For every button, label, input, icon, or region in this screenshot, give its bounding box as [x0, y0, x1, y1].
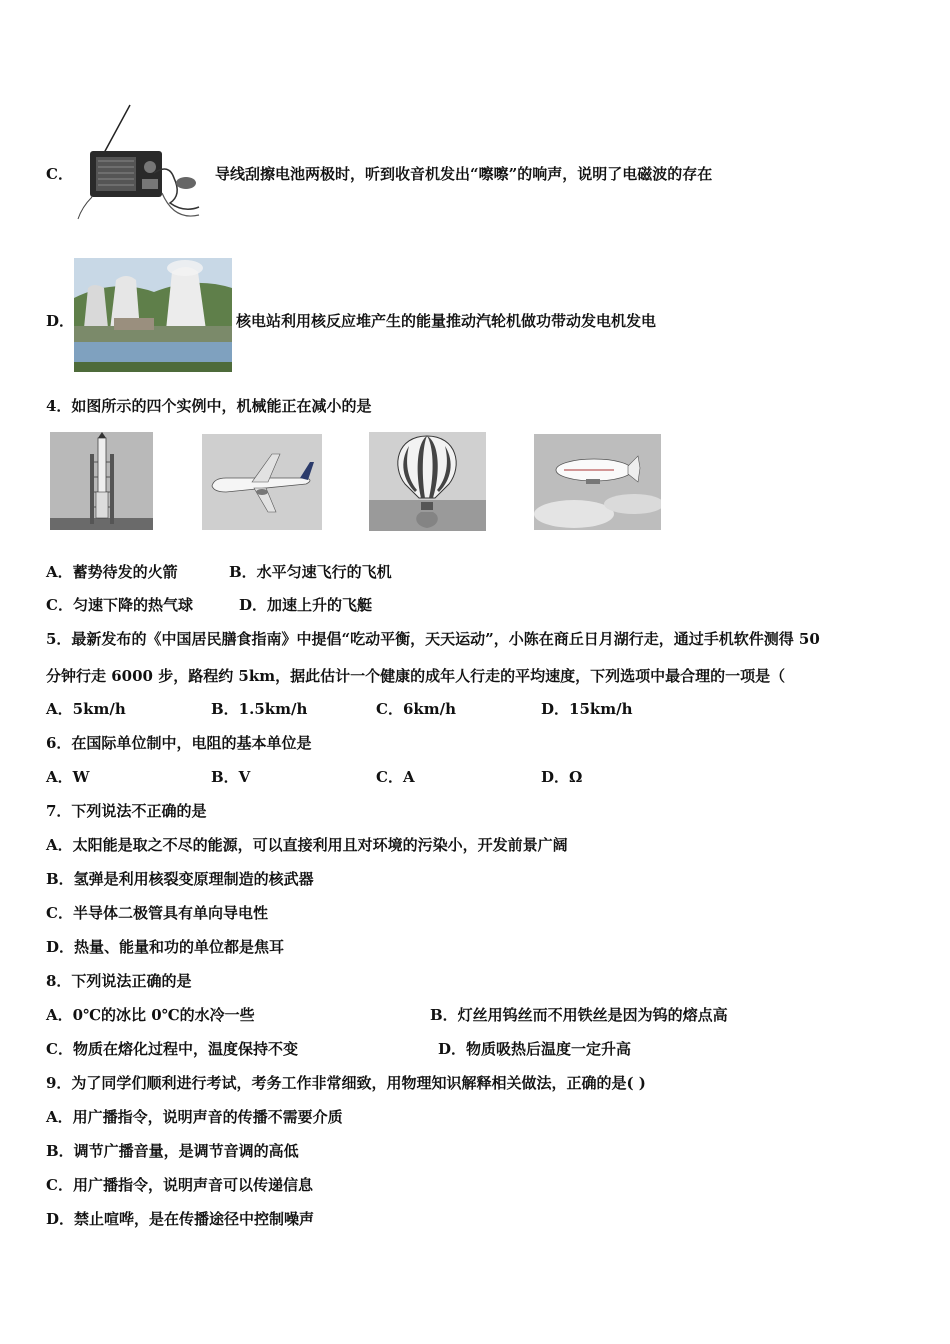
q9-option-b: B．调节广播音量，是调节音调的高低: [46, 1142, 299, 1160]
nuclear-plant-photo: [74, 258, 232, 372]
q7-option-b: B．氢弹是利用核裂变原理制造的核武器: [46, 870, 314, 888]
hot-air-balloon-photo: [369, 432, 486, 531]
q9-option-a: A．用广播指令，说明声音的传播不需要介质: [46, 1108, 343, 1126]
cooling-tower-icon: [74, 258, 232, 372]
radio-icon: [74, 103, 212, 223]
q9-option-c: C．用广播指令，说明声音可以传递信息: [46, 1176, 313, 1194]
q6-option-a: A．W: [46, 768, 90, 786]
q9-stem: 9．为了同学们顺利进行考试，考务工作非常细致，用物理知识解释相关做法，正确的是( ): [46, 1074, 646, 1092]
q4-stem: 4．如图所示的四个实例中，机械能正在减小的是: [46, 397, 372, 415]
rocket-photo: [50, 432, 153, 530]
airship-photo: [534, 434, 661, 530]
q4-option-a: A．蓄势待发的火箭: [46, 563, 178, 581]
q6-stem: 6．在国际单位制中，电阻的基本单位是: [46, 734, 312, 752]
q8-option-a: A．0℃的冰比 0℃的水冷一些: [46, 1006, 255, 1024]
q4-option-d: D．加速上升的飞艇: [239, 596, 373, 614]
q6-option-c: C．A: [376, 768, 415, 786]
airplane-icon: [202, 434, 322, 530]
rocket-icon: [50, 432, 153, 530]
hot-air-balloon-icon: [369, 432, 486, 531]
q3-option-d-label: D．: [46, 312, 75, 330]
q8-option-d: D．物质吸热后温度一定升高: [438, 1040, 632, 1058]
q3-option-c-label: C．: [46, 165, 73, 183]
airship-icon: [534, 434, 661, 530]
q8-option-c: C．物质在熔化过程中，温度保持不变: [46, 1040, 298, 1058]
q3-option-d-text: 核电站利用核反应堆产生的能量推动汽轮机做功带动发电机发电: [236, 312, 657, 330]
q5-option-d: D．15km/h: [541, 700, 633, 718]
q6-option-d: D．Ω: [541, 768, 583, 786]
q7-stem: 7．下列说法不正确的是: [46, 802, 207, 820]
radio-battery-illustration: [74, 103, 212, 223]
q5-option-c: C．6km/h: [376, 700, 457, 718]
q9-option-d: D．禁止喧哗，是在传播途径中控制噪声: [46, 1210, 315, 1228]
q7-option-a: A．太阳能是取之不尽的能源，可以直接利用且对环境的污染小，开发前景广阔: [46, 836, 568, 854]
q5-stem-line-2: 分钟行走 6000 步，路程约 5km，据此估计一个健康的成年人行走的平均速度，下列选项中最合理的一项是（: [46, 667, 786, 685]
q8-option-b: B．灯丝用钨丝而不用铁丝是因为钨的熔点高: [430, 1006, 728, 1024]
q6-option-b: B．V: [211, 768, 251, 786]
q4-option-b: B．水平匀速飞行的飞机: [229, 563, 392, 581]
q8-stem: 8．下列说法正确的是: [46, 972, 192, 990]
q4-option-c: C．匀速下降的热气球: [46, 596, 193, 614]
q7-option-c: C．半导体二极管具有单向导电性: [46, 904, 268, 922]
q5-option-b: B．1.5km/h: [211, 700, 308, 718]
q3-option-c-text: 导线刮擦电池两极时，听到收音机发出“嚓嚓”的响声，说明了电磁波的存在: [215, 165, 713, 183]
q5-option-a: A．5km/h: [46, 700, 126, 718]
q7-option-d: D．热量、能量和功的单位都是焦耳: [46, 938, 285, 956]
airplane-photo: [202, 434, 322, 530]
q5-stem-line-1: 5．最新发布的《中国居民膳食指南》中提倡“吃动平衡，天天运动”，小陈在商丘日月湖行走，通过手机软件测得 50: [46, 630, 820, 648]
